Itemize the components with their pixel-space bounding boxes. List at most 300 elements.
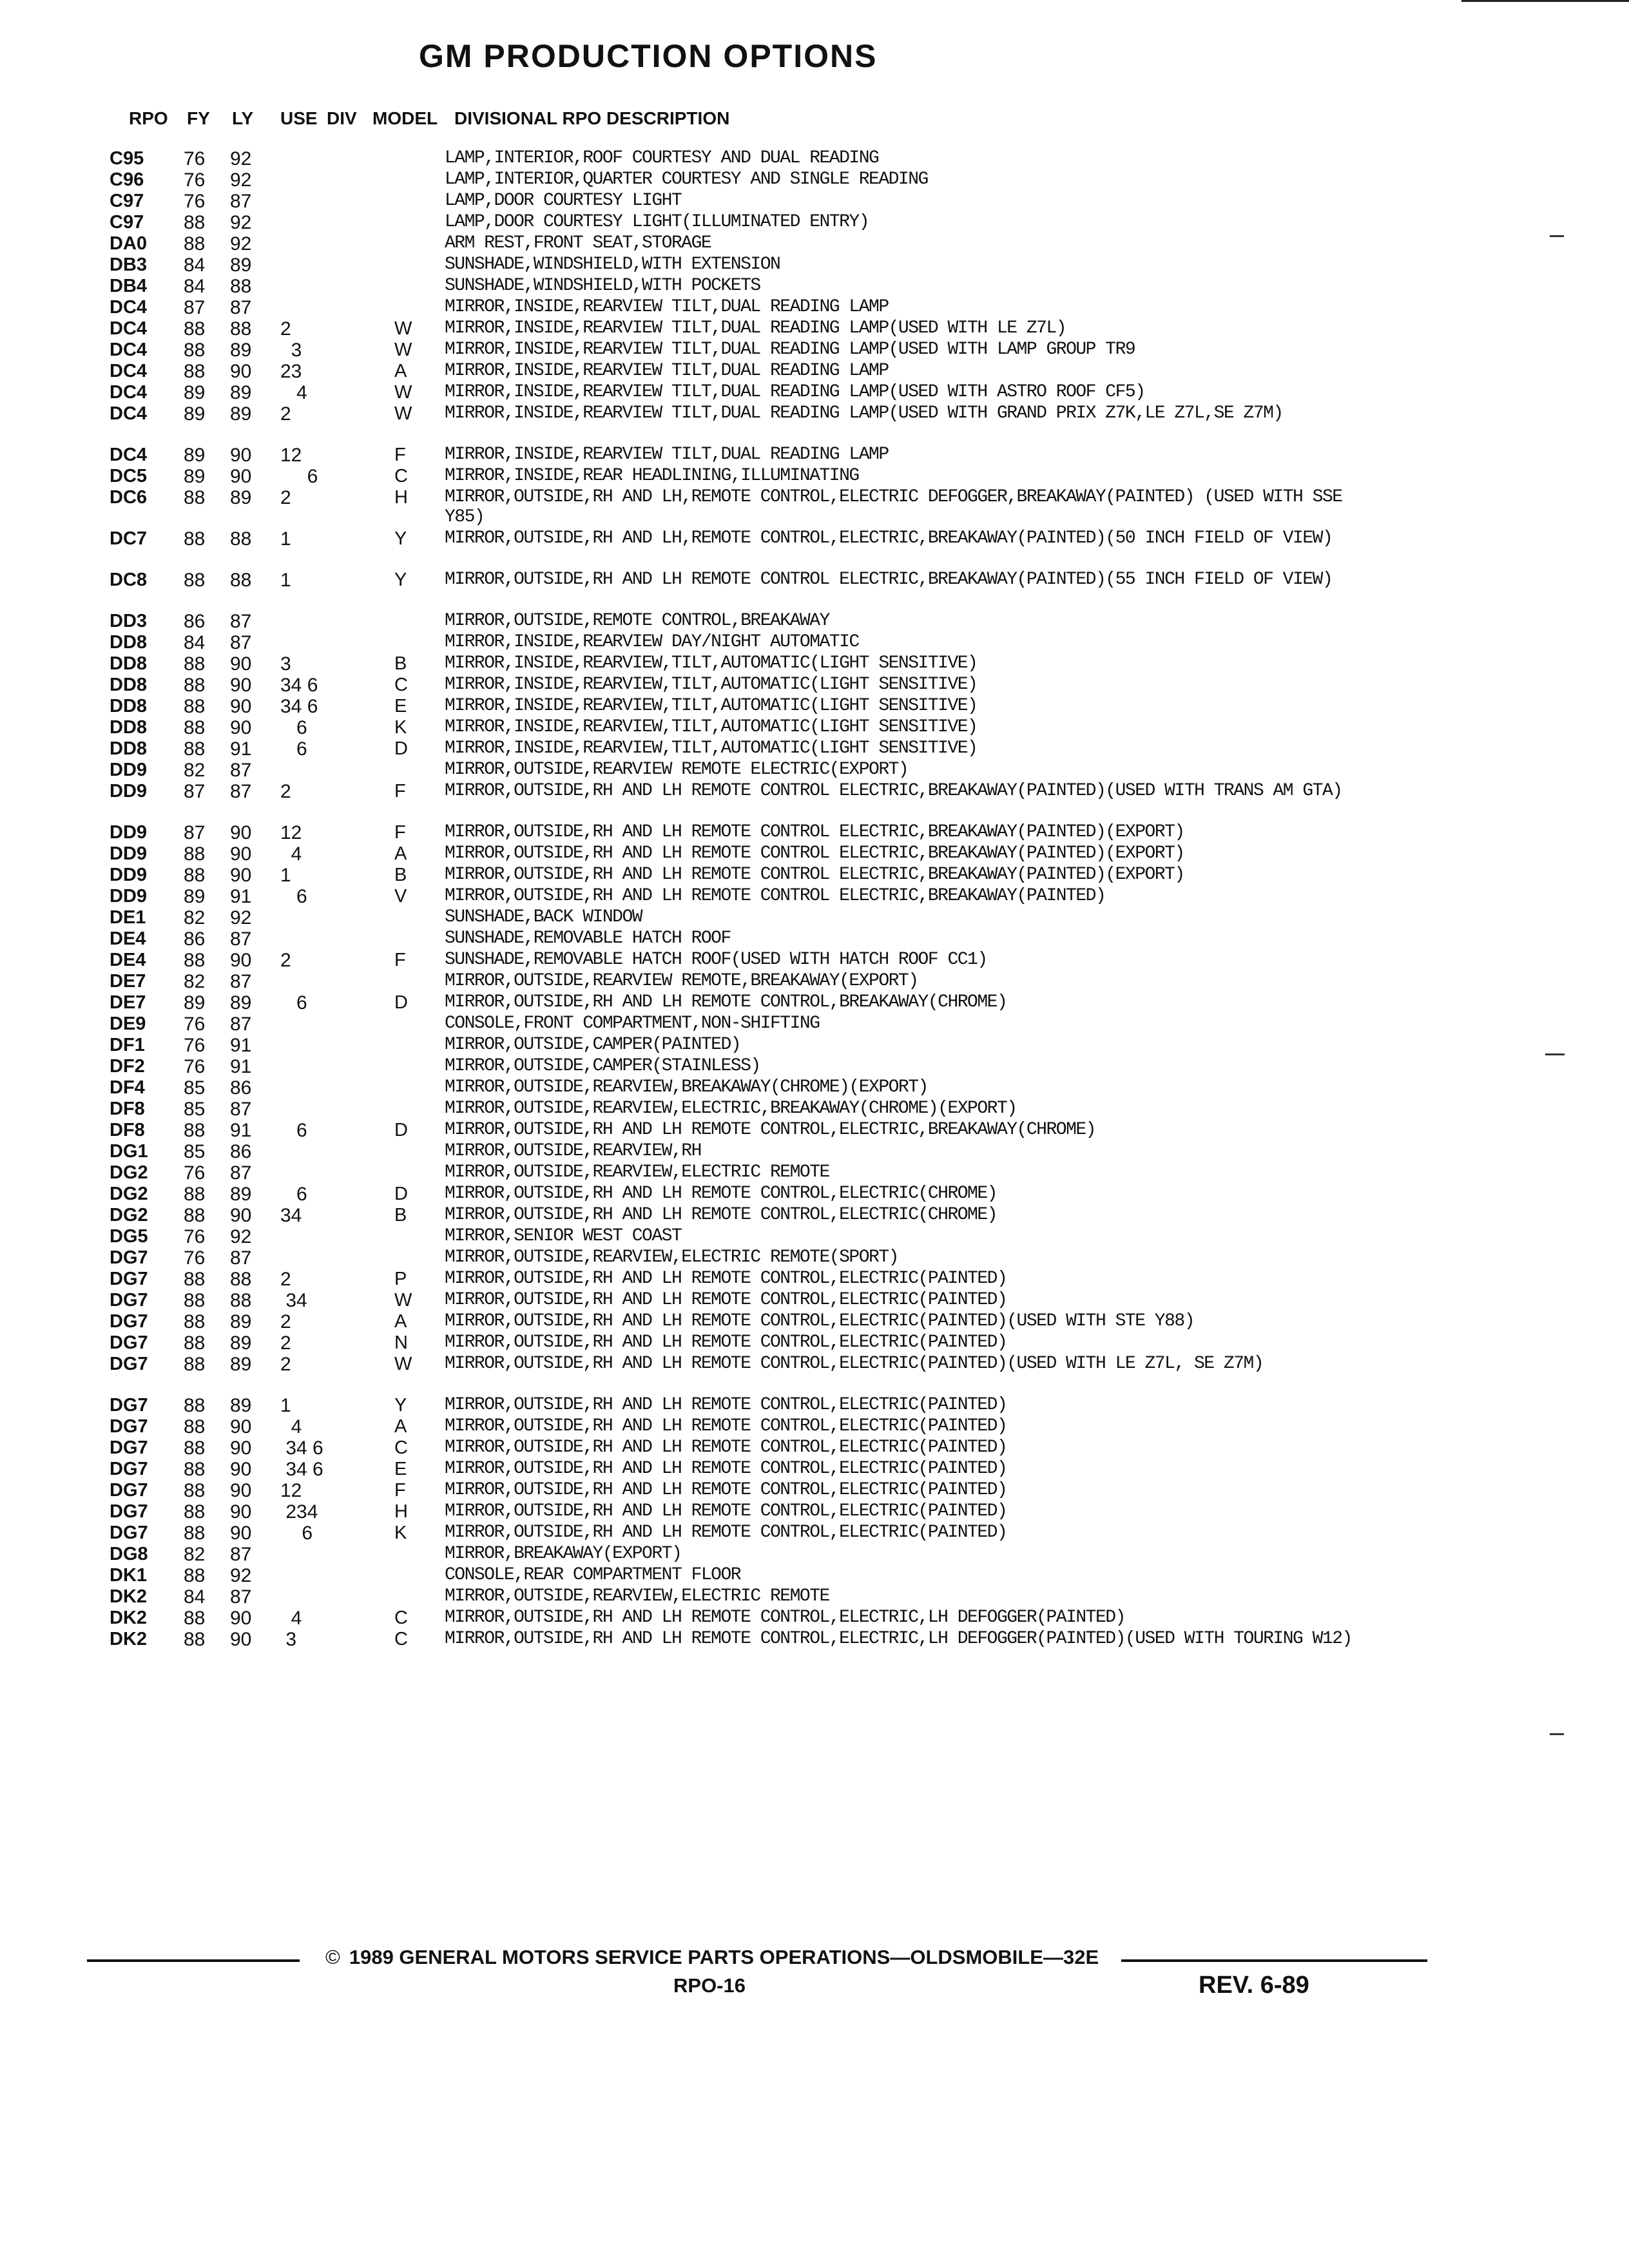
- table-row: [0, 738, 1629, 760]
- fy-cell: 89: [184, 992, 206, 1014]
- fy-cell: 88: [184, 1290, 206, 1311]
- description-cell: MIRROR,OUTSIDE,REARVIEW,BREAKAWAY(CHROME)(EXPORT): [445, 1077, 928, 1097]
- fy-cell: 88: [184, 696, 206, 717]
- description-cell: MIRROR,OUTSIDE,RH AND LH REMOTE CONTROL,ELECTRIC(PAINTED)(USED WITH LE Z7L, SE Z7M): [445, 1354, 1264, 1374]
- use-div-cell: 1: [280, 528, 291, 550]
- table-row: [0, 1099, 1629, 1120]
- description-cell: MIRROR,OUTSIDE,RH AND LH REMOTE CONTROL,ELECTRIC(PAINTED): [445, 1416, 1007, 1436]
- ly-cell: 90: [230, 653, 252, 675]
- model-cell: N: [394, 1332, 408, 1353]
- use-div-cell: 2: [280, 1354, 291, 1375]
- column-header-rpo: RPO: [129, 108, 168, 128]
- use-div-cell: 2: [280, 950, 291, 971]
- description-cell: MIRROR,INSIDE,REARVIEW,TILT,AUTOMATIC(LIGHT SENSITIVE): [445, 675, 978, 695]
- ly-cell: 89: [230, 1395, 252, 1416]
- rpo-cell: DG2: [110, 1205, 148, 1225]
- description-cell: LAMP,DOOR COURTESY LIGHT(ILLUMINATED ENTRY): [445, 212, 869, 232]
- model-cell: Y: [394, 570, 407, 590]
- description-cell: MIRROR,OUTSIDE,RH AND LH REMOTE CONTROL,ELECTRIC(CHROME): [445, 1205, 997, 1225]
- rpo-cell: DE4: [110, 950, 146, 970]
- column-header-use: USE: [280, 108, 318, 128]
- table-row: [0, 212, 1629, 233]
- table-row: [0, 1311, 1629, 1332]
- table-row: [0, 340, 1629, 361]
- table-row: [0, 1565, 1629, 1586]
- use-div-cell: 4: [280, 843, 302, 865]
- table-row: [0, 528, 1629, 570]
- ly-cell: 92: [230, 907, 252, 928]
- rpo-cell: DE7: [110, 992, 146, 1013]
- rpo-cell: DF8: [110, 1120, 145, 1140]
- fy-cell: 89: [184, 403, 206, 425]
- model-cell: C: [394, 1608, 408, 1628]
- table-row: [0, 255, 1629, 276]
- rpo-cell: DD8: [110, 738, 148, 759]
- rpo-cell: DG7: [110, 1332, 148, 1353]
- fy-cell: 88: [184, 340, 206, 361]
- rpo-cell: DG7: [110, 1269, 148, 1289]
- model-cell: F: [394, 822, 406, 843]
- ly-cell: 90: [230, 1608, 252, 1629]
- fy-cell: 89: [184, 445, 206, 466]
- description-cell: MIRROR,OUTSIDE,REARVIEW REMOTE ELECTRIC(EXPORT): [445, 760, 909, 780]
- rpo-cell: DF8: [110, 1099, 145, 1119]
- model-cell: H: [394, 487, 408, 508]
- ly-cell: 92: [230, 169, 252, 191]
- use-div-cell: 2: [280, 403, 291, 425]
- table-row: [0, 487, 1629, 528]
- fy-cell: 89: [184, 382, 206, 403]
- table-row: [0, 843, 1629, 865]
- ly-cell: 87: [230, 1544, 252, 1565]
- ly-cell: 90: [230, 466, 252, 487]
- ly-cell: 90: [230, 1523, 252, 1544]
- rpo-cell: DA0: [110, 233, 148, 254]
- table-row: [0, 382, 1629, 403]
- model-cell: K: [394, 717, 407, 738]
- rpo-cell: DE1: [110, 907, 146, 928]
- model-cell: D: [394, 1184, 408, 1204]
- model-cell: B: [394, 653, 407, 674]
- table-row: [0, 1501, 1629, 1523]
- ly-cell: 87: [230, 1586, 252, 1608]
- use-div-cell: 12: [280, 1480, 302, 1501]
- model-cell: D: [394, 1120, 408, 1140]
- rpo-cell: DC4: [110, 445, 148, 465]
- model-cell: E: [394, 696, 407, 716]
- fy-cell: 88: [184, 1395, 206, 1416]
- fy-cell: 88: [184, 1354, 206, 1375]
- description-cell: MIRROR,OUTSIDE,RH AND LH REMOTE CONTROL,ELECTRIC(PAINTED): [445, 1395, 1007, 1415]
- fy-cell: 88: [184, 528, 206, 550]
- rpo-cell: DD9: [110, 781, 148, 802]
- description-cell: MIRROR,OUTSIDE,REARVIEW,ELECTRIC REMOTE: [445, 1162, 829, 1182]
- rpo-cell: DG7: [110, 1437, 148, 1458]
- use-div-cell: 6: [280, 1523, 313, 1544]
- rpo-cell: DC4: [110, 297, 148, 318]
- table-row: [0, 318, 1629, 340]
- ly-cell: 87: [230, 781, 252, 802]
- description-cell: MIRROR,INSIDE,REAR HEADLINING,ILLUMINATING: [445, 466, 859, 486]
- use-div-cell: 34: [280, 1205, 302, 1226]
- ly-cell: 89: [230, 340, 252, 361]
- use-div-cell: 34: [280, 1290, 307, 1311]
- fy-cell: 88: [184, 1523, 206, 1544]
- ly-cell: 92: [230, 1226, 252, 1247]
- ly-cell: 86: [230, 1141, 252, 1162]
- ly-cell: 90: [230, 1629, 252, 1650]
- fy-cell: 88: [184, 233, 206, 255]
- model-cell: F: [394, 445, 406, 465]
- ly-cell: 86: [230, 1077, 252, 1099]
- description-cell: MIRROR,INSIDE,REARVIEW TILT,DUAL READING LAMP(USED WITH ASTRO ROOF CF5): [445, 382, 1145, 402]
- description-cell: CONSOLE,REAR COMPARTMENT FLOOR: [445, 1565, 741, 1585]
- fy-cell: 76: [184, 1247, 206, 1269]
- ly-cell: 89: [230, 1311, 252, 1332]
- use-div-cell: 34 6: [280, 696, 318, 717]
- fy-cell: 82: [184, 907, 206, 928]
- footer-rule-left: [87, 1959, 300, 1962]
- use-div-cell: 6: [280, 717, 307, 738]
- rpo-cell: DK2: [110, 1586, 148, 1607]
- rpo-cell: DC4: [110, 382, 148, 403]
- description-cell: SUNSHADE,BACK WINDOW: [445, 907, 642, 927]
- rpo-cell: DG7: [110, 1290, 148, 1311]
- ly-cell: 89: [230, 1354, 252, 1375]
- ly-cell: 90: [230, 1416, 252, 1437]
- rpo-cell: C95: [110, 148, 144, 169]
- table-row: [0, 445, 1629, 466]
- ly-cell: 87: [230, 1014, 252, 1035]
- model-cell: D: [394, 992, 408, 1013]
- use-div-cell: 2: [280, 487, 291, 508]
- column-header-model: MODEL: [372, 108, 438, 128]
- margin-mark: [1550, 1733, 1564, 1735]
- rpo-cell: DG7: [110, 1501, 148, 1522]
- use-div-cell: 23: [280, 361, 302, 382]
- rpo-cell: DC7: [110, 528, 148, 549]
- fy-cell: 88: [184, 653, 206, 675]
- table-row: [0, 1523, 1629, 1544]
- table-row: [0, 169, 1629, 191]
- revision-label: REV. 6-89: [1199, 1972, 1309, 1999]
- model-cell: V: [394, 886, 407, 907]
- rpo-cell: DF1: [110, 1035, 145, 1055]
- rpo-cell: DC6: [110, 487, 148, 508]
- ly-cell: 91: [230, 886, 252, 907]
- rpo-cell: DD9: [110, 822, 148, 843]
- description-cell: SUNSHADE,REMOVABLE HATCH ROOF: [445, 928, 731, 948]
- table-row: [0, 148, 1629, 169]
- use-div-cell: 3: [280, 340, 302, 361]
- description-cell: MIRROR,OUTSIDE,RH AND LH REMOTE CONTROL,ELECTRIC(PAINTED): [445, 1501, 1007, 1521]
- description-cell: MIRROR,OUTSIDE,REARVIEW,ELECTRIC REMOTE(SPORT): [445, 1247, 898, 1267]
- fy-cell: 88: [184, 1205, 206, 1226]
- description-cell: MIRROR,INSIDE,REARVIEW,TILT,AUTOMATIC(LIGHT SENSITIVE): [445, 738, 978, 758]
- description-cell: ARM REST,FRONT SEAT,STORAGE: [445, 233, 711, 253]
- model-cell: W: [394, 1290, 412, 1311]
- model-cell: A: [394, 361, 407, 381]
- ly-cell: 87: [230, 191, 252, 212]
- description-cell: MIRROR,OUTSIDE,RH AND LH REMOTE CONTROL,BREAKAWAY(CHROME): [445, 992, 1007, 1012]
- ly-cell: 90: [230, 1480, 252, 1501]
- footer-rule-right: [1121, 1959, 1427, 1962]
- model-cell: W: [394, 340, 412, 360]
- use-div-cell: 2: [280, 1269, 291, 1290]
- model-cell: K: [394, 1523, 407, 1543]
- fy-cell: 88: [184, 843, 206, 865]
- rpo-cell: DC4: [110, 340, 148, 360]
- description-cell: MIRROR,INSIDE,REARVIEW,TILT,AUTOMATIC(LIGHT SENSITIVE): [445, 696, 978, 716]
- rpo-cell: DK1: [110, 1565, 148, 1586]
- use-div-cell: 4: [280, 1608, 302, 1629]
- description-cell: MIRROR,INSIDE,REARVIEW TILT,DUAL READING LAMP: [445, 445, 889, 465]
- fy-cell: 86: [184, 611, 206, 632]
- description-cell: MIRROR,OUTSIDE,RH AND LH REMOTE CONTROL,ELECTRIC(PAINTED): [445, 1332, 1007, 1352]
- fy-cell: 82: [184, 971, 206, 992]
- table-row: [0, 1608, 1629, 1629]
- table-row: [0, 717, 1629, 738]
- table-row: [0, 1162, 1629, 1184]
- table-row: [0, 632, 1629, 653]
- model-cell: W: [394, 1354, 412, 1374]
- model-cell: F: [394, 1480, 406, 1501]
- fy-cell: 85: [184, 1077, 206, 1099]
- description-cell: MIRROR,OUTSIDE,RH AND LH,REMOTE CONTROL,ELECTRIC,BREAKAWAY(PAINTED)(50 INCH FIELD OF VIEW): [445, 528, 1333, 548]
- ly-cell: 88: [230, 318, 252, 340]
- description-cell: MIRROR,INSIDE,REARVIEW,TILT,AUTOMATIC(LIGHT SENSITIVE): [445, 653, 978, 673]
- description-cell: MIRROR,OUTSIDE,RH AND LH REMOTE CONTROL ELECTRIC,BREAKAWAY(PAINTED)(USED WITH TRANS AM GTA): [445, 781, 1342, 801]
- description-cell: MIRROR,OUTSIDE,CAMPER(PAINTED): [445, 1035, 741, 1055]
- table-row: [0, 971, 1629, 992]
- description-cell: SUNSHADE,REMOVABLE HATCH ROOF(USED WITH HATCH ROOF CC1): [445, 950, 987, 970]
- use-div-cell: 4: [280, 382, 307, 403]
- rpo-cell: DD8: [110, 675, 148, 695]
- rpo-cell: DD9: [110, 886, 148, 907]
- ly-cell: 87: [230, 928, 252, 950]
- table-row: [0, 1332, 1629, 1354]
- use-div-cell: 34 6: [280, 1459, 323, 1480]
- page-title: GM PRODUCTION OPTIONS: [419, 38, 878, 74]
- description-cell: MIRROR,OUTSIDE,RH AND LH REMOTE CONTROL,ELECTRIC(CHROME): [445, 1184, 997, 1204]
- description-cell: MIRROR,INSIDE,REARVIEW TILT,DUAL READING LAMP(USED WITH LAMP GROUP TR9: [445, 340, 1135, 360]
- table-row: [0, 1120, 1629, 1141]
- description-cell: MIRROR,INSIDE,REARVIEW TILT,DUAL READING LAMP(USED WITH LE Z7L): [445, 318, 1066, 338]
- fy-cell: 76: [184, 1014, 206, 1035]
- column-header-div: DIV: [327, 108, 357, 128]
- description-cell: MIRROR,OUTSIDE,RH AND LH REMOTE CONTROL ELECTRIC,BREAKAWAY(PAINTED)(EXPORT): [445, 822, 1184, 842]
- ly-cell: 89: [230, 1332, 252, 1354]
- ly-cell: 90: [230, 1501, 252, 1523]
- model-cell: C: [394, 675, 408, 695]
- ly-cell: 92: [230, 233, 252, 255]
- table-row: [0, 696, 1629, 717]
- description-cell: MIRROR,OUTSIDE,REMOTE CONTROL,BREAKAWAY: [445, 611, 829, 631]
- description-cell: LAMP,INTERIOR,QUARTER COURTESY AND SINGLE READING: [445, 169, 928, 189]
- ly-cell: 88: [230, 276, 252, 297]
- rpo-cell: DD8: [110, 696, 148, 716]
- model-cell: H: [394, 1501, 408, 1522]
- rpo-cell: DE7: [110, 971, 146, 992]
- fy-cell: 88: [184, 318, 206, 340]
- ly-cell: 90: [230, 822, 252, 843]
- ly-cell: 90: [230, 675, 252, 696]
- rpo-cell: DG7: [110, 1247, 148, 1268]
- use-div-cell: 2: [280, 1311, 291, 1332]
- rpo-cell: DG7: [110, 1480, 148, 1501]
- top-edge-rule: [1461, 0, 1629, 2]
- description-cell: MIRROR,OUTSIDE,REARVIEW,ELECTRIC REMOTE: [445, 1586, 829, 1606]
- ly-cell: 90: [230, 717, 252, 738]
- rpo-cell: DG2: [110, 1162, 148, 1183]
- copyright-symbol: ©: [325, 1946, 340, 1968]
- rpo-cell: DG2: [110, 1184, 148, 1204]
- ly-cell: 90: [230, 445, 252, 466]
- fy-cell: 88: [184, 950, 206, 971]
- rpo-cell: DG5: [110, 1226, 148, 1247]
- table-row: [0, 1354, 1629, 1395]
- description-cell: MIRROR,OUTSIDE,RH AND LH REMOTE CONTROL,ELECTRIC,BREAKAWAY(CHROME): [445, 1120, 1095, 1140]
- table-row: [0, 1247, 1629, 1269]
- table-row: [0, 781, 1629, 822]
- rpo-cell: DF2: [110, 1056, 145, 1077]
- table-row: [0, 992, 1629, 1014]
- table-row: [0, 403, 1629, 445]
- fy-cell: 84: [184, 255, 206, 276]
- table-row: [0, 928, 1629, 950]
- fy-cell: 84: [184, 276, 206, 297]
- model-cell: W: [394, 318, 412, 339]
- rpo-cell: DG7: [110, 1311, 148, 1332]
- table-row: [0, 1269, 1629, 1290]
- table-row: [0, 233, 1629, 255]
- fy-cell: 84: [184, 632, 206, 653]
- fy-cell: 76: [184, 148, 206, 169]
- model-cell: P: [394, 1269, 407, 1289]
- table-row: [0, 1226, 1629, 1247]
- table-row: [0, 611, 1629, 632]
- ly-cell: 89: [230, 403, 252, 425]
- ly-cell: 92: [230, 212, 252, 233]
- table-row: [0, 1205, 1629, 1226]
- ly-cell: 88: [230, 570, 252, 591]
- ly-cell: 87: [230, 1099, 252, 1120]
- rpo-cell: DG7: [110, 1354, 148, 1374]
- model-cell: C: [394, 1437, 408, 1458]
- rpo-cell: DG7: [110, 1395, 148, 1416]
- ly-cell: 88: [230, 1290, 252, 1311]
- table-row: [0, 907, 1629, 928]
- table-row: [0, 1290, 1629, 1311]
- ly-cell: 90: [230, 361, 252, 382]
- description-cell: MIRROR,OUTSIDE,RH AND LH REMOTE CONTROL,ELECTRIC,LH DEFOGGER(PAINTED): [445, 1608, 1125, 1628]
- table-row: [0, 865, 1629, 886]
- rpo-cell: DG8: [110, 1544, 148, 1564]
- ly-cell: 88: [230, 1269, 252, 1290]
- model-cell: Y: [394, 528, 407, 549]
- fy-cell: 88: [184, 1480, 206, 1501]
- fy-cell: 76: [184, 1035, 206, 1056]
- use-div-cell: 1: [280, 1395, 291, 1416]
- description-cell: MIRROR,INSIDE,REARVIEW TILT,DUAL READING LAMP(USED WITH GRAND PRIX Z7K,LE Z7L,SE Z7M): [445, 403, 1283, 423]
- model-cell: F: [394, 950, 406, 970]
- fy-cell: 88: [184, 675, 206, 696]
- description-cell: MIRROR,OUTSIDE,RH AND LH REMOTE CONTROL,ELECTRIC,LH DEFOGGER(PAINTED)(USED WITH TOURING W12): [445, 1629, 1352, 1649]
- use-div-cell: 2: [280, 318, 291, 340]
- fy-cell: 88: [184, 717, 206, 738]
- table-row: [0, 1184, 1629, 1205]
- table-row: [0, 675, 1629, 696]
- fy-cell: 88: [184, 1332, 206, 1354]
- rpo-cell: DG7: [110, 1416, 148, 1437]
- rpo-cell: DE9: [110, 1014, 146, 1034]
- description-cell: MIRROR,OUTSIDE,REARVIEW REMOTE,BREAKAWAY(EXPORT): [445, 971, 918, 991]
- description-cell: MIRROR,OUTSIDE,RH AND LH REMOTE CONTROL,ELECTRIC(PAINTED): [445, 1523, 1007, 1542]
- table-row: [0, 1014, 1629, 1035]
- use-div-cell: 34 6: [280, 1437, 323, 1459]
- rpo-cell: DD9: [110, 760, 148, 780]
- ly-cell: 90: [230, 843, 252, 865]
- description-cell: MIRROR,INSIDE,REARVIEW TILT,DUAL READING LAMP: [445, 361, 889, 381]
- use-div-cell: 12: [280, 822, 302, 843]
- description-cell: MIRROR,OUTSIDE,RH AND LH REMOTE CONTROL ELECTRIC,BREAKAWAY(PAINTED)(EXPORT): [445, 843, 1184, 863]
- fy-cell: 88: [184, 738, 206, 760]
- description-cell: MIRROR,OUTSIDE,RH AND LH REMOTE CONTROL,ELECTRIC(PAINTED)(USED WITH STE Y88): [445, 1311, 1195, 1331]
- description-cell: CONSOLE,FRONT COMPARTMENT,NON-SHIFTING: [445, 1014, 820, 1033]
- ly-cell: 87: [230, 1162, 252, 1184]
- ly-cell: 91: [230, 1035, 252, 1056]
- ly-cell: 90: [230, 696, 252, 717]
- fy-cell: 88: [184, 1311, 206, 1332]
- ly-cell: 87: [230, 297, 252, 318]
- model-cell: B: [394, 1205, 407, 1225]
- rpo-cell: C96: [110, 169, 144, 190]
- description-cell: SUNSHADE,WINDSHIELD,WITH EXTENSION: [445, 255, 780, 274]
- model-cell: F: [394, 781, 406, 802]
- fy-cell: 85: [184, 1141, 206, 1162]
- fy-cell: 82: [184, 1544, 206, 1565]
- rpo-cell: DK2: [110, 1629, 148, 1649]
- fy-cell: 87: [184, 781, 206, 802]
- ly-cell: 89: [230, 382, 252, 403]
- fy-cell: 88: [184, 1184, 206, 1205]
- page-footer: [87, 1946, 1427, 2017]
- description-cell: MIRROR,INSIDE,REARVIEW TILT,DUAL READING LAMP: [445, 297, 889, 317]
- description-cell: MIRROR,OUTSIDE,CAMPER(STAINLESS): [445, 1056, 760, 1076]
- fy-cell: 76: [184, 1226, 206, 1247]
- ly-cell: 90: [230, 865, 252, 886]
- fy-cell: 76: [184, 169, 206, 191]
- rpo-cell: DD8: [110, 653, 148, 674]
- description-cell: MIRROR,OUTSIDE,REARVIEW,ELECTRIC,BREAKAWAY(CHROME)(EXPORT): [445, 1099, 1017, 1119]
- model-cell: W: [394, 382, 412, 403]
- use-div-cell: 1: [280, 865, 291, 886]
- fy-cell: 84: [184, 1586, 206, 1608]
- description-cell: MIRROR,OUTSIDE,RH AND LH,REMOTE CONTROL,ELECTRIC DEFOGGER,BREAKAWAY(PAINTED) (USED WITH SSE Y85): [445, 487, 1342, 527]
- ly-cell: 89: [230, 1184, 252, 1205]
- use-div-cell: 234: [280, 1501, 318, 1523]
- model-cell: C: [394, 466, 408, 486]
- use-div-cell: 4: [280, 1416, 302, 1437]
- rpo-cell: DF4: [110, 1077, 145, 1098]
- model-cell: A: [394, 1311, 407, 1332]
- fy-cell: 88: [184, 1608, 206, 1629]
- table-row: [0, 570, 1629, 611]
- model-cell: B: [394, 865, 407, 885]
- use-div-cell: 6: [280, 466, 318, 487]
- use-div-cell: 34 6: [280, 675, 318, 696]
- fy-cell: 89: [184, 466, 206, 487]
